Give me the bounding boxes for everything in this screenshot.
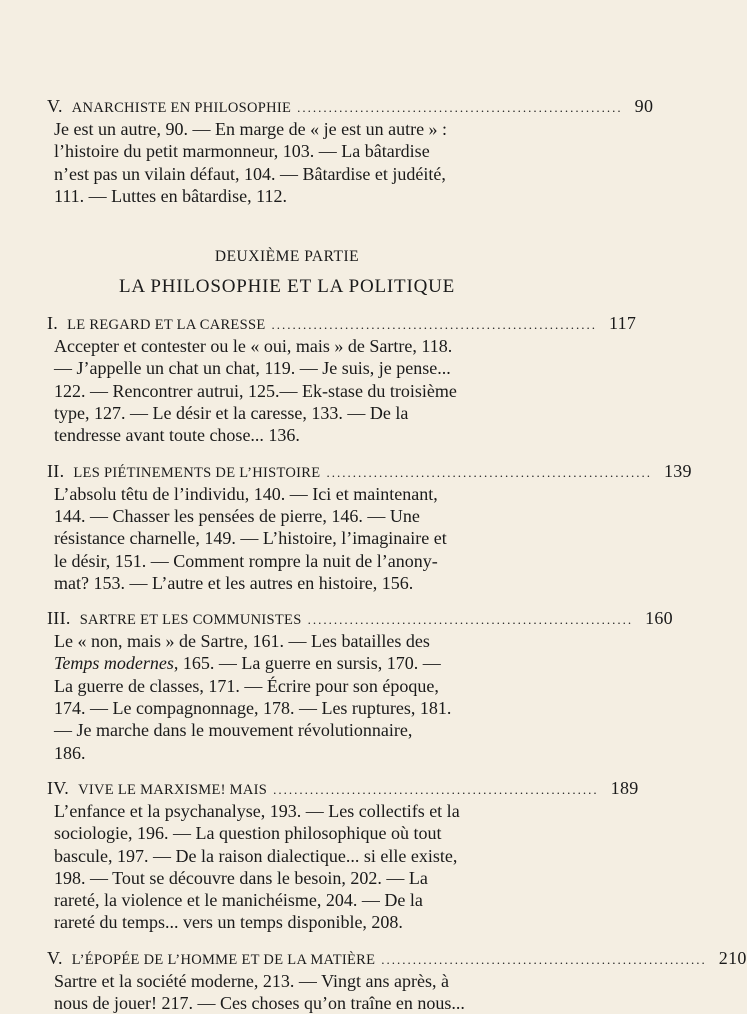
summary-line: — Je marche dans le mouvement révolutionnaire, [54,720,413,741]
entry-heading [47,947,747,970]
summary-line: le désir, 151. — Comment rompre la nuit de l’anony- [54,550,438,571]
page-number: 160 [645,608,673,629]
chapter-number: I. [47,313,59,334]
leader-dots: .............................................................. [307,612,634,628]
leader-dots: .............................................................. [273,781,599,797]
summary-line: tendresse avant toute chose... 136. [54,425,300,446]
summary-line: 122. — Rencontrer autrui, 125.— Ek-stase du troisième [54,380,457,401]
summary-line: Je est un autre, 90. — En marge de « je est un autre » : [54,119,448,139]
entry-summary [47,630,527,764]
entry-heading [47,96,654,118]
summary-line: rareté du temps... vers un temps disponible, 208. [54,912,403,933]
chapter-number: III. [47,608,71,629]
page-number: 139 [663,460,692,481]
summary-line: La guerre de classes, 171. — Écrire pour son époque, [54,675,439,696]
summary-line: Accepter et contester ou le « oui, mais » de Sartre, 118. [54,336,453,357]
part-label: DEUXIÈME PARTIE [214,248,360,266]
summary-line: Temps modernes, 165. — La guerre en sursis, 170. — [54,653,441,674]
table-of-contents [47,96,747,1014]
summary-line: 111. — Luttes en bâtardise, 112. [54,185,287,206]
toc-entry [47,460,692,594]
summary-line: L’absolu têtu de l’individu, 140. — Ici et maintenant, [54,483,438,504]
chapter-number: IV. [47,777,70,798]
leader-dots: .............................................................. [297,100,623,115]
entry-summary [47,970,527,1014]
summary-line: mat? 153. — L’autre et les autres en histoire, 156. [54,572,414,593]
chapter-number: V. [47,947,63,968]
summary-line: nous de jouer! 217. — Ces choses qu’on traîne en nous... [54,993,465,1014]
entry-summary [47,800,527,934]
entry-summary [47,335,527,446]
chapter-title: LE REGARD ET LA CARESSE [67,317,266,334]
journal-title: Temps modernes [54,653,174,674]
toc-entry [47,947,747,1014]
page-number: 90 [634,96,654,116]
summary-line: résistance charnelle, 149. — L’histoire, l’imaginaire et [54,528,447,549]
chapter-number: V. [47,96,63,116]
entry-summary [47,118,527,207]
summary-line: 144. — Chasser les pensées de pierre, 146. — Une [54,505,420,526]
summary-line: 174. — Le compagnonnage, 178. — Les ruptures, 181. [54,698,452,719]
summary-line: sociologie, 196. — La question philosophique où tout [54,823,442,844]
page-number: 189 [610,777,639,798]
summary-line: — J’appelle un chat un chat, 119. — Je suis, je pense... [54,358,451,379]
summary-line: l’histoire du petit marmonneur, 103. — La bâtardise [54,141,430,162]
page-number: 210 [718,947,747,968]
part-title: LA PHILOSOPHIE ET LA POLITIQUE [118,276,456,298]
page-number: 117 [608,313,637,334]
toc-entry [47,777,639,934]
toc-entry [47,313,637,446]
chapter-title: VIVE LE MARXISME! MAIS [78,781,268,798]
summary-line: L’enfance et la psychanalyse, 193. — Les collectifs et la [54,800,460,821]
summary-line: bascule, 197. — De la raison dialectique... si elle existe, [54,845,458,866]
chapter-title: L’ÉPOPÉE DE L’HOMME ET DE LA MATIÈRE [71,951,376,968]
entry-heading [47,777,639,800]
summary-line: type, 127. — Le désir et la caresse, 133. — De la [54,403,409,424]
entry-summary [47,483,527,594]
chapter-title: ANARCHISTE EN PHILOSOPHIE [71,100,292,116]
summary-line: 186. [54,742,86,763]
summary-line: Sartre et la société moderne, 213. — Vingt ans après, à [54,970,449,991]
summary-line: Le « non, mais » de Sartre, 161. — Les batailles des [54,631,430,652]
leader-dots: .............................................................. [271,317,597,333]
chapter-title: SARTRE ET LES COMMUNISTES [79,612,302,629]
summary-line: 198. — Tout se découvre dans le besoin, 202. — La [54,867,428,888]
toc-entry [47,96,654,207]
leader-dots: .............................................................. [381,951,707,967]
entry-heading [47,460,692,483]
entry-heading [47,608,673,630]
entry-heading [47,313,637,335]
summary-line: n’est pas un vilain défaut, 104. — Bâtardise et judéité, [54,163,446,184]
chapter-title: LES PIÉTINEMENTS DE L’HISTOIRE [73,464,321,481]
summary-line: rareté, la violence et le manichéisme, 204. — De la [54,890,423,911]
toc-entry [47,608,673,764]
chapter-number: II. [47,460,65,481]
leader-dots: .............................................................. [326,464,652,480]
